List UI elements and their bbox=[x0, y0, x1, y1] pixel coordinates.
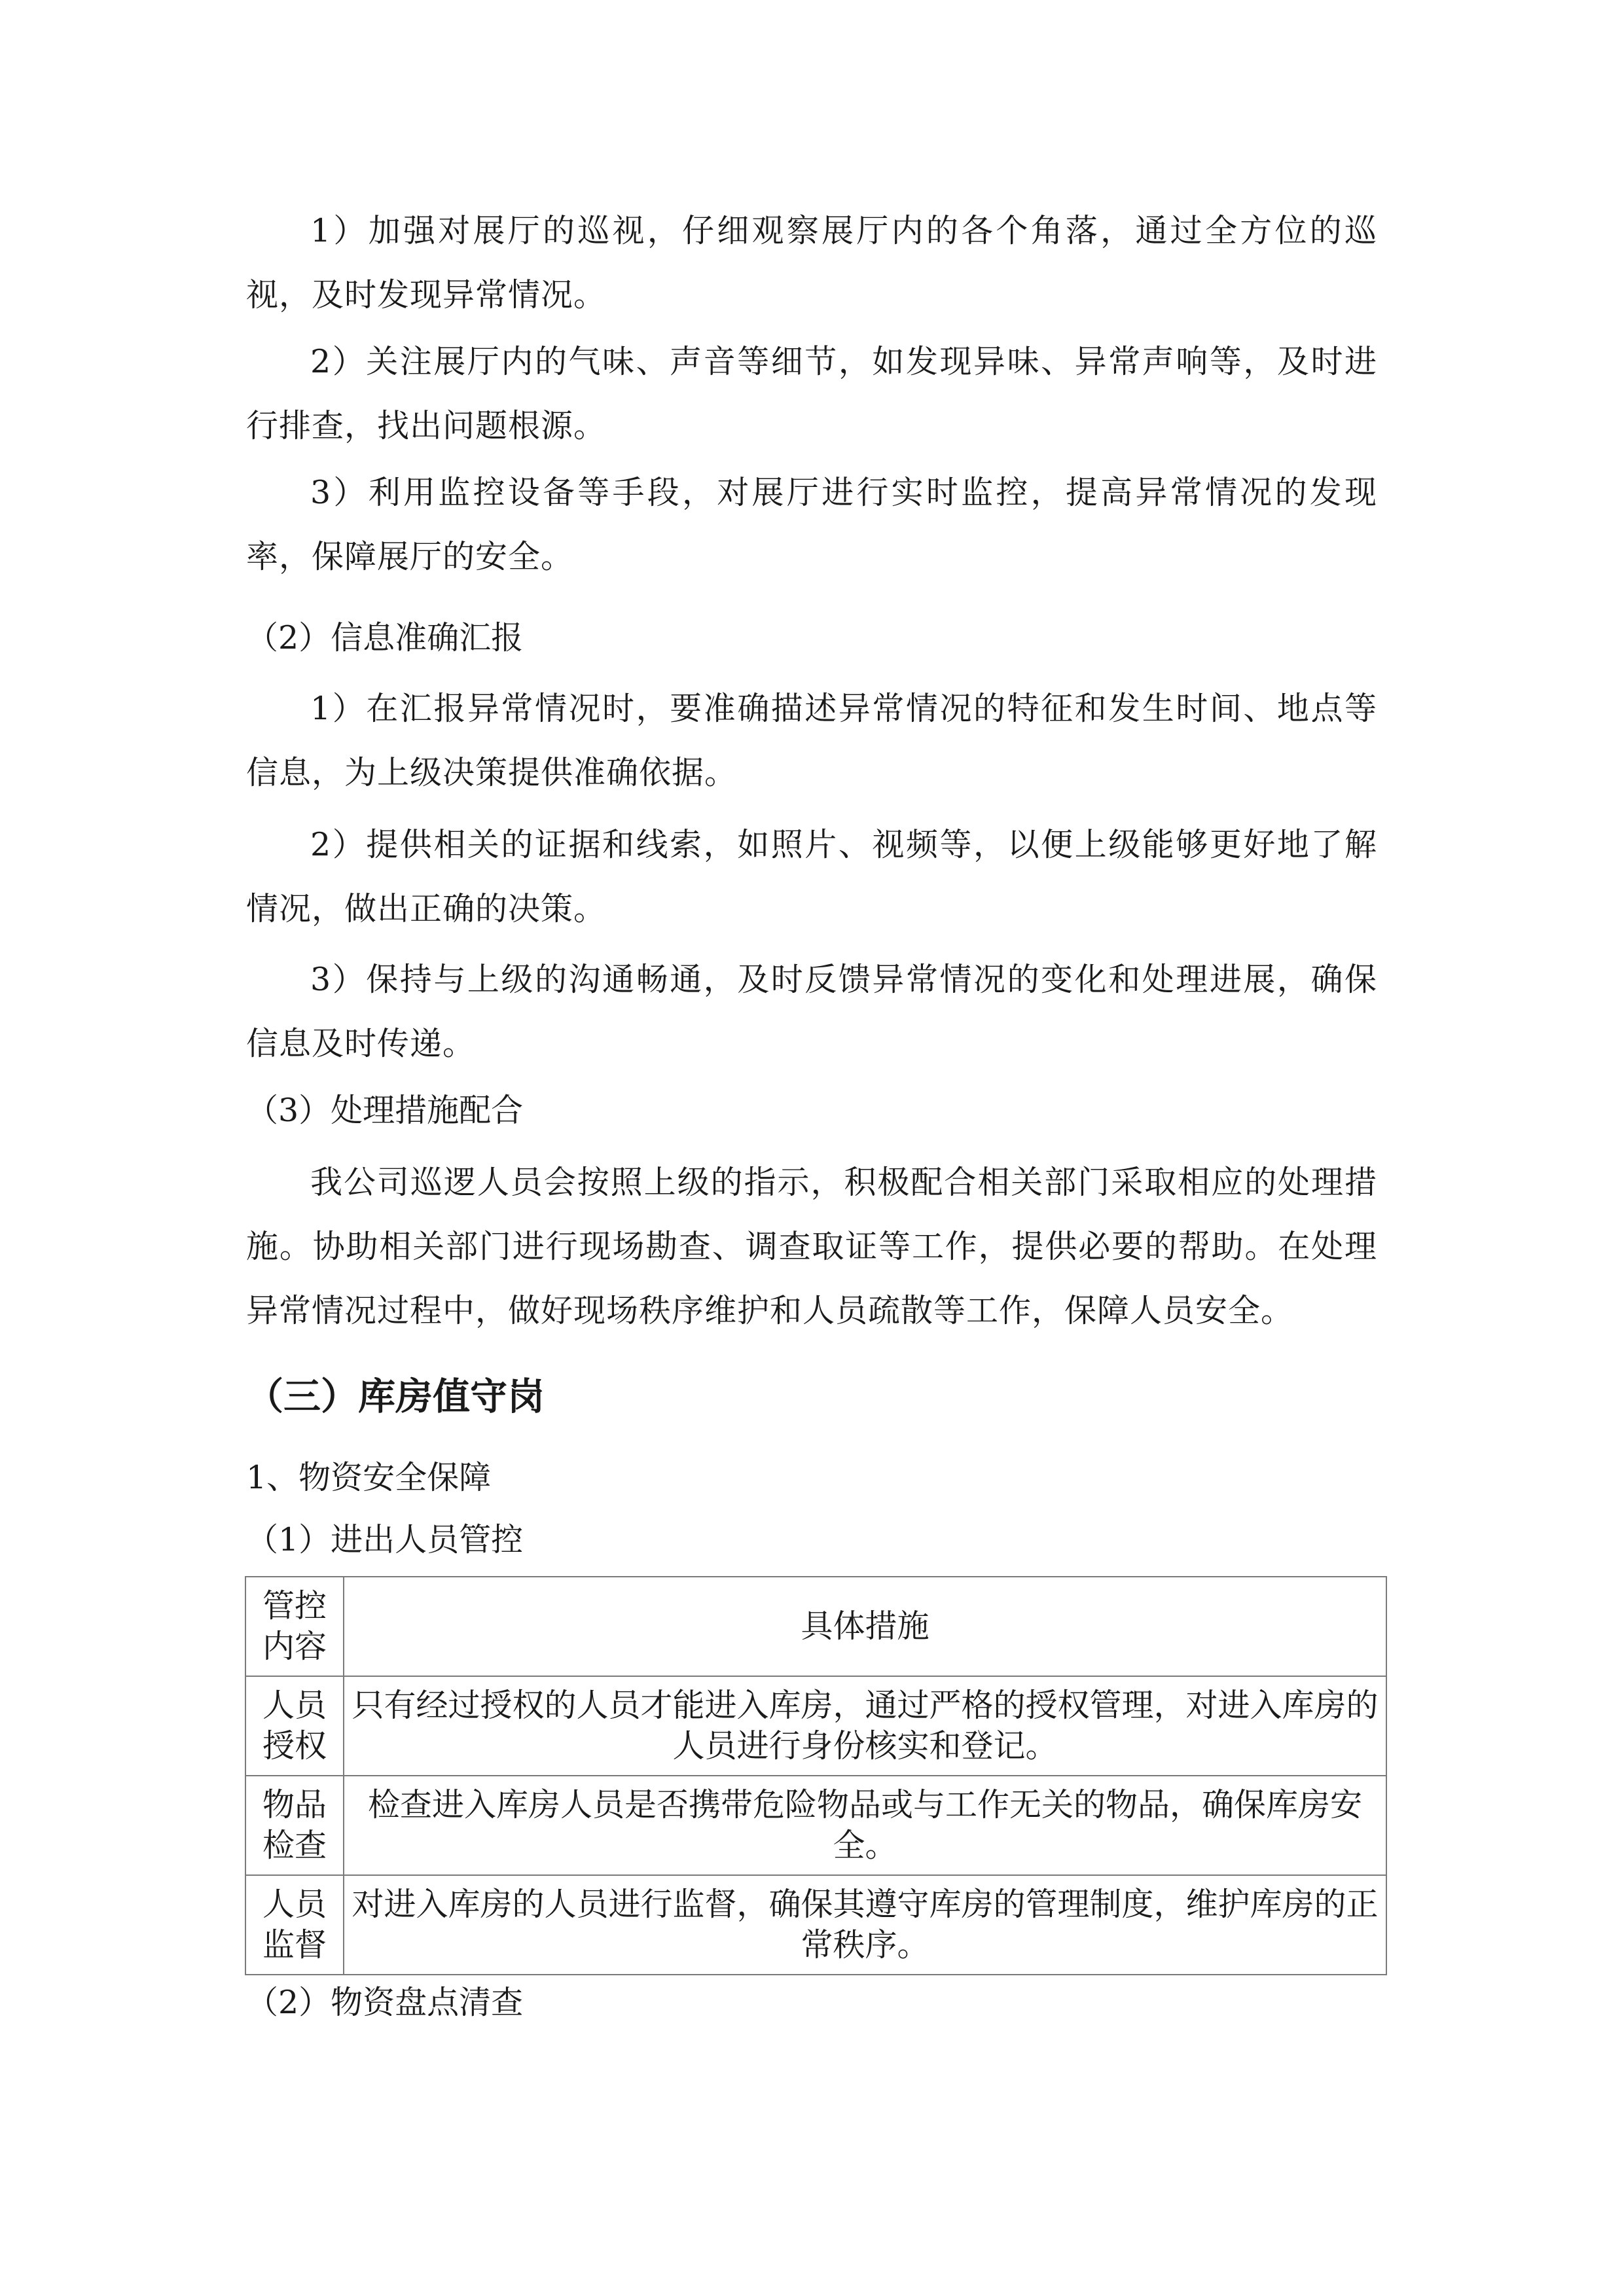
table-row bbox=[245, 1776, 1386, 1875]
section-title-warehouse: （三）库房值守岗 bbox=[246, 1374, 545, 1418]
control-table bbox=[245, 1576, 1387, 1975]
table-cell: 人员监督 bbox=[245, 1875, 344, 1975]
table-row bbox=[245, 1875, 1386, 1975]
subheading-inventory-check: （2）物资盘点清查 bbox=[246, 1984, 524, 2021]
table-cell: 人员授权 bbox=[245, 1676, 344, 1776]
paragraph-patrol-1: 1）加强对展厅的巡视，仔细观察展厅内的各个角落，通过全方位的巡视，及时发现异常情况。 bbox=[246, 212, 1377, 314]
paragraph-report-1: 1）在汇报异常情况时，要准确描述异常情况的特征和发生时间、地点等信息，为上级决策提供准确依据。 bbox=[246, 690, 1377, 791]
table-cell: 物品检查 bbox=[245, 1776, 344, 1875]
heading-info-report: （2）信息准确汇报 bbox=[246, 619, 524, 656]
paragraph-cooperation: 我公司巡逻人员会按照上级的指示，积极配合相关部门采取相应的处理措施。协助相关部门进行现场勘查、调查取证等工作，提供必要的帮助。在处理异常情况过程中，做好现场秩序维护和人员疏散等工作，保障人员安全。 bbox=[246, 1164, 1377, 1329]
table-cell: 检查进入库房人员是否携带危险物品或与工作无关的物品，确保库房安全。 bbox=[344, 1776, 1386, 1875]
table-header-cell: 具体措施 bbox=[344, 1577, 1386, 1676]
subheading-personnel-control: （1）进出人员管控 bbox=[246, 1521, 524, 1558]
paragraph-patrol-2: 2）关注展厅内的气味、声音等细节，如发现异味、异常声响等，及时进行排查，找出问题根源。 bbox=[246, 343, 1377, 444]
heading-cooperation: （3）处理措施配合 bbox=[246, 1092, 524, 1129]
table-header-row bbox=[245, 1577, 1386, 1676]
table-header-cell: 管控内容 bbox=[245, 1577, 344, 1676]
paragraph-report-3: 3）保持与上级的沟通畅通，及时反馈异常情况的变化和处理进展，确保信息及时传递。 bbox=[246, 961, 1377, 1062]
paragraph-patrol-3: 3）利用监控设备等手段，对展厅进行实时监控，提高异常情况的发现率，保障展厅的安全。 bbox=[246, 474, 1377, 575]
subheading-material-safety: 1、物资安全保障 bbox=[246, 1459, 492, 1496]
paragraph-report-2: 2）提供相关的证据和线索，如照片、视频等，以便上级能够更好地了解情况，做出正确的决策。 bbox=[246, 826, 1377, 927]
table-cell: 只有经过授权的人员才能进入库房，通过严格的授权管理，对进入库房的人员进行身份核实和登记。 bbox=[344, 1676, 1386, 1776]
table-row bbox=[245, 1676, 1386, 1776]
table-cell: 对进入库房的人员进行监督，确保其遵守库房的管理制度，维护库房的正常秩序。 bbox=[344, 1875, 1386, 1975]
